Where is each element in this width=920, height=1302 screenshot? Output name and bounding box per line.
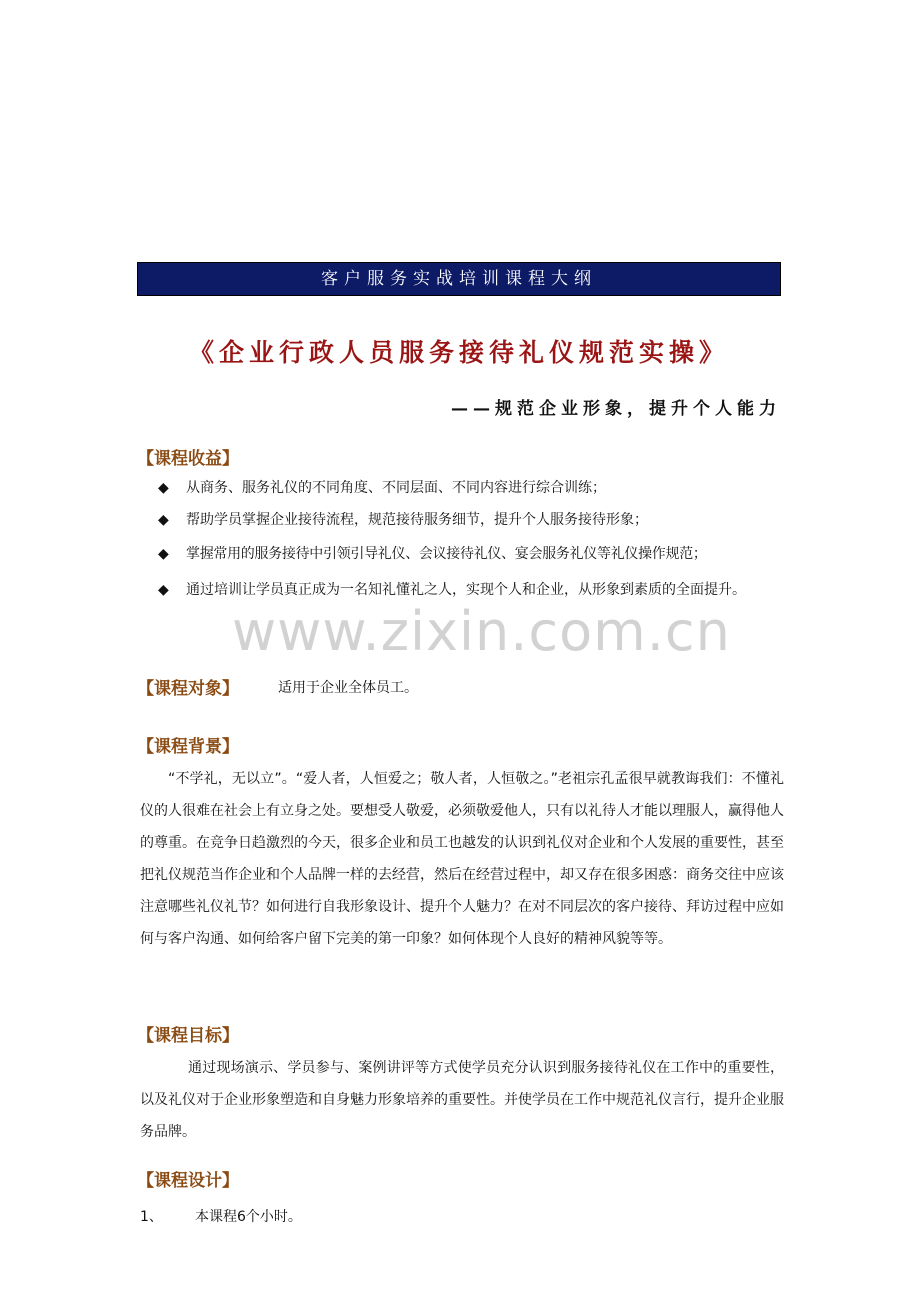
outline-banner: 客户服务实战培训课程大纲	[137, 262, 781, 296]
course-subtitle: ——规范企业形象，提升个人能力	[451, 399, 781, 419]
bullet-icon: ◆	[158, 546, 169, 562]
design-item-number: 1、	[140, 1209, 163, 1225]
course-title: 《企业行政人员服务接待礼仪规范实操》	[188, 338, 729, 367]
background-paragraph: “不学礼，无以立”。“爱人者，人恒爱之；敬人者，人恒敬之。”老祖宗孔孟很早就教诲我们：不懂礼仪的人很难在社会上有立身之处。要想受人敬爱，必须敬爱他人，只有以礼待人才能以理服人，赢得他人的尊重。在竞争日趋激烈的今天，很多企业和员工也越发的认识到礼仪对企业和个人发展的重要性，甚至把礼仪规范当作企业和个人品牌一样的去经营，然后在经营过程中，却又存在很多困惑：商务交往中应该注意哪些礼仪礼节？如何进行自我形象设计、提升个人魅力？在对不同层次的客户接待、拜访过程中应如何与客户沟通、如何给客户留下完美的第一印象？如何体现个人良好的精神风貌等等。	[140, 771, 784, 947]
audience-text: 适用于企业全体员工。	[278, 680, 418, 696]
audience-heading: 【课程对象】	[137, 679, 239, 699]
background-heading: 【课程背景】	[137, 737, 239, 757]
benefit-item: 通过培训让学员真正成为一名知礼懂礼之人，实现个人和企业，从形象到素质的全面提升。	[186, 582, 746, 598]
bullet-icon: ◆	[158, 512, 169, 528]
goals-heading: 【课程目标】	[137, 1026, 239, 1046]
bullet-icon: ◆	[158, 480, 169, 496]
benefits-heading: 【课程收益】	[137, 449, 239, 469]
design-heading: 【课程设计】	[137, 1171, 239, 1191]
watermark-text: www.zixin.com.cn	[232, 600, 731, 663]
benefit-item: 从商务、服务礼仪的不同角度、不同层面、不同内容进行综合训练；	[186, 480, 606, 496]
benefit-item: 掌握常用的服务接待中引领引导礼仪、会议接待礼仪、宴会服务礼仪等礼仪操作规范；	[186, 546, 707, 562]
benefit-item: 帮助学员掌握企业接待流程，规范接待服务细节，提升个人服务接待形象；	[186, 512, 648, 528]
bullet-icon: ◆	[158, 582, 169, 598]
design-item-text: 本课程6个小时。	[195, 1209, 302, 1225]
goals-paragraph: 通过现场演示、学员参与、案例讲评等方式使学员充分认识到服务接待礼仪在工作中的重要性，以及礼仪对于企业形象塑造和自身魅力形象培养的重要性。并使学员在工作中规范礼仪言行，提升企业服务品牌。	[140, 1060, 784, 1140]
